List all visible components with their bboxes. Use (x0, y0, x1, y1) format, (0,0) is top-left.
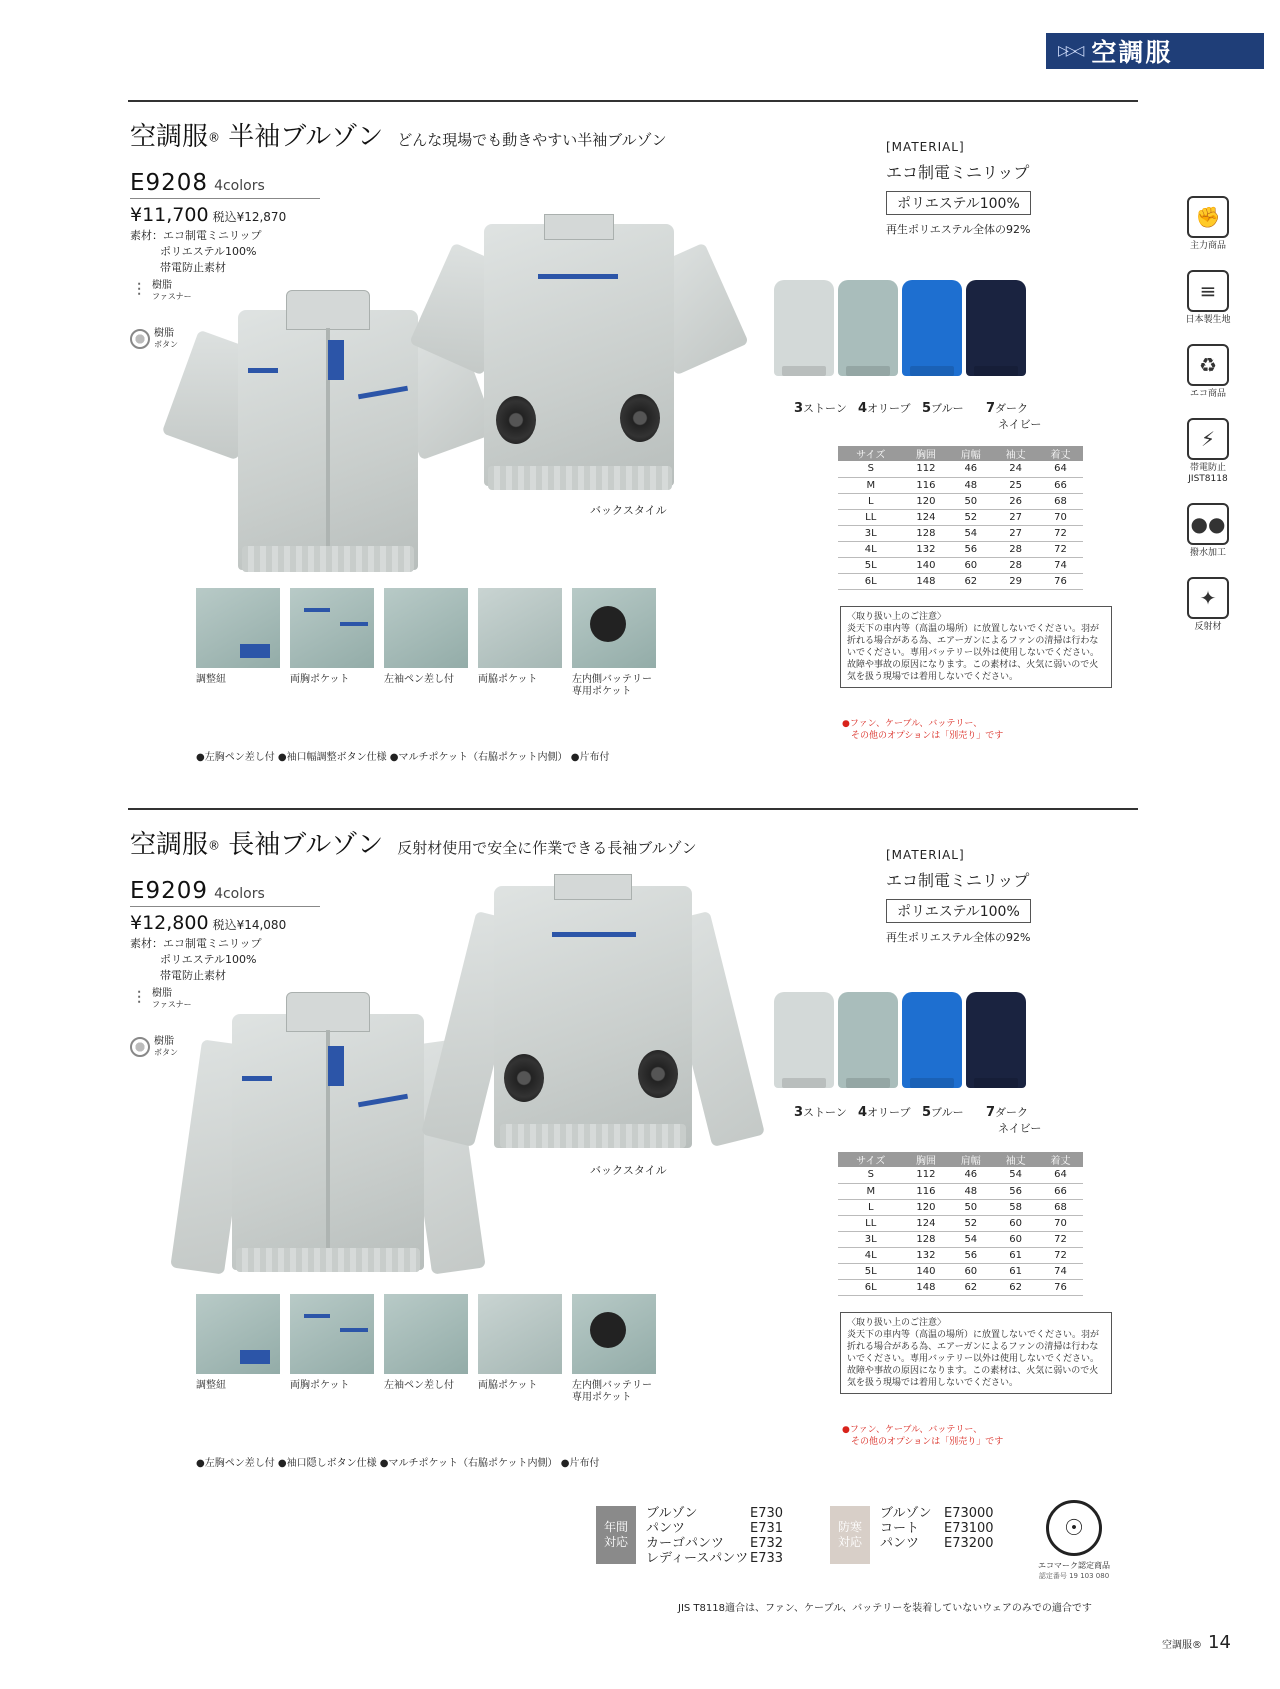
size-table-header: 袖丈 (993, 1152, 1038, 1167)
size-table-cell: L (838, 493, 904, 509)
size-table-cell: 60 (993, 1231, 1038, 1247)
size-table-cell: 27 (993, 525, 1038, 541)
size-table (838, 446, 1083, 590)
size-table-row (838, 1279, 1083, 1295)
reflective-icon: ✦ (1187, 577, 1229, 619)
size-table-cell: 6L (838, 1279, 904, 1295)
side-icon-column (1172, 196, 1244, 651)
color-swatch (838, 280, 890, 376)
size-table-cell: 46 (948, 461, 993, 477)
product-tagline: どんな現場でも動きやすい半袖ブルゾン (397, 131, 667, 149)
size-table-cell: 60 (948, 1263, 993, 1279)
size-table-cell: 25 (993, 477, 1038, 493)
page-number: 14 (1208, 1632, 1231, 1653)
material-line: 素材：エコ制電ミニリップ (130, 937, 262, 950)
size-table-header: サイズ (838, 446, 904, 461)
series-item: カーゴパンツ E732 (646, 1536, 784, 1551)
detail-photo: 両脇ポケット (478, 588, 562, 698)
color-swatch (774, 280, 826, 376)
feature-bullets: ●左胸ペン差し付 ●袖口隠しボタン仕様 ●マルチポケット（右脇ポケット内側） ●片布付 (196, 1458, 600, 1469)
color-swatches (774, 280, 1030, 376)
size-table-cell: 48 (948, 1183, 993, 1199)
size-table-header: 着丈 (1038, 1152, 1083, 1167)
size-table-cell: 140 (904, 1263, 949, 1279)
detail-photo: 調整紐 (196, 588, 280, 698)
jacket-back-image (448, 874, 738, 1164)
size-table-cell: 62 (948, 573, 993, 589)
size-table-cell: 27 (993, 509, 1038, 525)
price-tax: 税込¥12,870 (212, 210, 287, 224)
size-table-cell: 54 (948, 1231, 993, 1247)
size-table-cell: 148 (904, 573, 949, 589)
jacket-back-image (428, 214, 728, 504)
size-table-cell: 3L (838, 525, 904, 541)
size-table-cell: 6L (838, 573, 904, 589)
size-table-header: 着丈 (1038, 446, 1083, 461)
page-footer (1162, 1632, 1231, 1653)
size-table-cell: M (838, 477, 904, 493)
size-table-row (838, 1199, 1083, 1215)
swatch-label: 5ブルー (922, 401, 964, 416)
size-table-cell: 124 (904, 509, 949, 525)
jis-note: JIS T8118適合は、ファン、ケーブル、バッテリーを装着していないウェアのみでの適合です (678, 1603, 1092, 1614)
size-table-row (838, 573, 1083, 589)
button-icon (130, 1037, 150, 1057)
size-table-cell: 4L (838, 541, 904, 557)
arm-icon: ✊ (1187, 196, 1229, 238)
color-swatches (774, 992, 1030, 1088)
material-box (886, 140, 1146, 237)
size-table-row (838, 1183, 1083, 1199)
size-table-row (838, 477, 1083, 493)
series-winter (830, 1506, 994, 1564)
swatch-label: 4オリーブ (858, 401, 911, 416)
caution-box: 〈取り扱い上のご注意〉 炎天下の車内等（高温の場所）に放置しないでください。羽が折れる場合がある為、エアーガンによるファンの清掃は行わないでください。専用バッテリー以外は使用しないでください。故障や事故の原因になります。この素材は、火気に弱いので火気を扱う現場では着用しないでください。 (840, 1312, 1112, 1394)
colors-count: 4colors (214, 886, 265, 902)
size-table-cell: LL (838, 509, 904, 525)
product-section-e9208 (128, 100, 1138, 800)
series-list (646, 1506, 783, 1566)
size-table-cell: 140 (904, 557, 949, 573)
material-box (886, 848, 1146, 945)
product-title: 空調服® 半袖ブルゾン (130, 122, 384, 152)
size-table-cell: 5L (838, 1263, 904, 1279)
size-table-cell: 124 (904, 1215, 949, 1231)
detail-photo: 両胸ポケット (290, 1294, 374, 1404)
size-table-cell: 46 (948, 1167, 993, 1183)
water-drops-icon: ●● (1187, 503, 1229, 545)
lightning-icon: ⚡ (1187, 418, 1229, 460)
size-table-cell: 72 (1038, 1247, 1083, 1263)
swatch-label: 3ストーン (794, 401, 847, 416)
side-icon-antistatic: ⚡ 帯電防止 JIST8118 (1172, 418, 1244, 485)
size-table-cell: 64 (1038, 461, 1083, 477)
brand-name: 空調服 (1091, 38, 1173, 67)
series-tag: 防寒 対応 (830, 1506, 870, 1564)
size-table-cell: 68 (1038, 1199, 1083, 1215)
product-code: E9208 (130, 170, 209, 196)
material-tag: ポリエステル100% (886, 899, 1031, 923)
size-table-cell: 56 (993, 1183, 1038, 1199)
size-table-cell: 76 (1038, 573, 1083, 589)
eco-mark-icon: ☉ (1046, 1500, 1102, 1556)
size-table-cell: 28 (993, 557, 1038, 573)
size-table-row (838, 1215, 1083, 1231)
size-table-cell: 60 (993, 1215, 1038, 1231)
product-title: 空調服® 長袖ブルゾン (130, 830, 384, 860)
material-spec (130, 228, 262, 276)
size-table-header: 肩幅 (948, 1152, 993, 1167)
feature-bullets: ●左胸ペン差し付 ●袖口幅調整ボタン仕様 ●マルチポケット（右脇ポケット内側） ●片布付 (196, 752, 610, 763)
feature-resin-button: 樹脂 ボタン (130, 328, 178, 350)
size-table-cell: 70 (1038, 509, 1083, 525)
material-name: エコ制電ミニリップ (886, 163, 1030, 182)
caution-box: 〈取り扱い上のご注意〉 炎天下の車内等（高温の場所）に放置しないでください。羽が折れる場合がある為、エアーガンによるファンの清掃は行わないでください。専用バッテリー以外は使用しないでください。故障や事故の原因になります。この素材は、火気に弱いので火気を扱う現場では着用しないでください。 (840, 606, 1112, 688)
fan-icon (496, 396, 536, 444)
price-row (130, 912, 286, 934)
size-table-row (838, 461, 1083, 477)
size-table-row (838, 1231, 1083, 1247)
size-table-row (838, 541, 1083, 557)
size-table-cell: S (838, 461, 904, 477)
material-tag: ポリエステル100% (886, 191, 1031, 215)
side-icon-main-product: ✊ 主力商品 (1172, 196, 1244, 252)
product-code-row (130, 878, 320, 907)
colors-count: 4colors (214, 178, 265, 194)
series-annual (596, 1506, 783, 1566)
size-table-header: 肩幅 (948, 446, 993, 461)
side-icon-japan-fabric: ≡ 日本製生地 (1172, 270, 1244, 326)
fan-icon (620, 394, 660, 442)
detail-photo: 左内側バッテリー 専用ポケット (572, 588, 656, 698)
size-table-cell: 56 (948, 541, 993, 557)
color-swatch (966, 280, 1018, 376)
brand-wing-icon: ▷▷◁ (1058, 43, 1082, 59)
series-item: パンツ E731 (646, 1521, 784, 1536)
size-table-cell: 132 (904, 541, 949, 557)
price: ¥11,700 (130, 204, 209, 226)
size-table-cell: 56 (948, 1247, 993, 1263)
size-table-cell: LL (838, 1215, 904, 1231)
swatch-label: 4オリーブ (858, 1105, 911, 1120)
detail-photo: 両脇ポケット (478, 1294, 562, 1404)
size-table-row (838, 493, 1083, 509)
material-heading: [MATERIAL] (886, 140, 965, 154)
product-code: E9209 (130, 878, 209, 904)
feature-resin-zipper: ⫶ 樹脂 ファスナー (130, 280, 192, 302)
eco-mark (1034, 1500, 1114, 1581)
color-swatch-labels (794, 400, 1050, 432)
series-item: ブルゾン E73000 (880, 1506, 994, 1521)
size-table-cell: 50 (948, 493, 993, 509)
swatch-label: 5ブルー (922, 1105, 964, 1120)
section-divider (128, 100, 1138, 102)
product-title-row (130, 116, 667, 153)
recycle-icon: ♻ (1187, 344, 1229, 386)
swatch-label: 7ダーク ネイビー (986, 1105, 1042, 1135)
size-table-cell: 66 (1038, 477, 1083, 493)
series-item: コート E73100 (880, 1521, 994, 1536)
zipper-icon: ⫶ (136, 988, 142, 1009)
size-table-cell: 29 (993, 573, 1038, 589)
series-item: レディースパンツ E733 (646, 1551, 784, 1566)
size-table-cell: 72 (1038, 541, 1083, 557)
price-row (130, 204, 286, 226)
series-item: パンツ E73200 (880, 1536, 994, 1551)
size-table-cell: 61 (993, 1263, 1038, 1279)
size-table-cell: 116 (904, 1183, 949, 1199)
size-table-cell: 3L (838, 1231, 904, 1247)
size-table-cell: 62 (948, 1279, 993, 1295)
size-table-cell: 50 (948, 1199, 993, 1215)
side-icon-water-repellent: ●● 撥水加工 (1172, 503, 1244, 559)
size-table-cell: 74 (1038, 1263, 1083, 1279)
series-item: ブルゾン E730 (646, 1506, 784, 1521)
detail-photo: 左内側バッテリー 専用ポケット (572, 1294, 656, 1404)
brand-badge (1046, 33, 1264, 69)
color-swatch (902, 280, 954, 376)
size-table (838, 1152, 1083, 1296)
size-table-cell: M (838, 1183, 904, 1199)
size-table-cell: 116 (904, 477, 949, 493)
size-table-cell: 52 (948, 509, 993, 525)
size-table-cell: 76 (1038, 1279, 1083, 1295)
feature-resin-zipper: ⫶ 樹脂 ファスナー (130, 988, 192, 1010)
color-swatch (902, 992, 954, 1088)
material-line: ポリエステル100% (160, 245, 257, 258)
size-table-cell: 61 (993, 1247, 1038, 1263)
section-divider (128, 808, 1138, 810)
material-spec (130, 936, 262, 984)
size-table-row (838, 525, 1083, 541)
size-table-row (838, 1247, 1083, 1263)
size-table-cell: 48 (948, 477, 993, 493)
back-style-caption: バックスタイル (590, 1164, 667, 1177)
detail-photo: 調整紐 (196, 1294, 280, 1404)
fan-icon (638, 1050, 678, 1098)
size-table-header: 胸囲 (904, 446, 949, 461)
size-table-cell: 5L (838, 557, 904, 573)
size-table-cell: 112 (904, 461, 949, 477)
color-swatch-labels (794, 1104, 1050, 1136)
fan-icon (504, 1054, 544, 1102)
material-line: 帯電防止素材 (160, 261, 226, 274)
fabric-roll-icon: ≡ (1187, 270, 1229, 312)
material-line: 帯電防止素材 (160, 969, 226, 982)
size-table-cell: 72 (1038, 1231, 1083, 1247)
product-title-row (130, 824, 697, 861)
material-name: エコ制電ミニリップ (886, 871, 1030, 890)
size-table-cell: 54 (993, 1167, 1038, 1183)
size-table-cell: 128 (904, 1231, 949, 1247)
swatch-label: 3ストーン (794, 1105, 847, 1120)
series-tag: 年間 対応 (596, 1506, 636, 1564)
series-list (880, 1506, 994, 1564)
size-table-cell: 24 (993, 461, 1038, 477)
size-table-cell: 74 (1038, 557, 1083, 573)
feature-resin-button: 樹脂 ボタン (130, 1036, 178, 1058)
size-table-cell: 72 (1038, 525, 1083, 541)
color-swatch (966, 992, 1018, 1088)
size-table-row (838, 557, 1083, 573)
material-line: ポリエステル100% (160, 953, 257, 966)
size-table-cell: 112 (904, 1167, 949, 1183)
eco-mark-cert: 認定番号 19 103 080 (1038, 1572, 1110, 1580)
size-table-cell: 66 (1038, 1183, 1083, 1199)
size-table-cell: 132 (904, 1247, 949, 1263)
eco-mark-label: エコマーク認定商品 (1038, 1561, 1110, 1570)
option-note: ●ファン、ケーブル、バッテリー、 その他のオプションは「別売り」です (842, 1425, 1004, 1447)
size-table-header: 胸囲 (904, 1152, 949, 1167)
size-table-cell: 68 (1038, 493, 1083, 509)
size-table-cell: 60 (948, 557, 993, 573)
product-code-row (130, 170, 320, 199)
detail-photo: 両胸ポケット (290, 588, 374, 698)
size-table-row (838, 1263, 1083, 1279)
footer-brand: 空調服® (1162, 1640, 1202, 1651)
side-icon-reflective: ✦ 反射材 (1172, 577, 1244, 633)
size-table-cell: 58 (993, 1199, 1038, 1215)
swatch-label: 7ダーク ネイビー (986, 401, 1042, 431)
size-table-row (838, 509, 1083, 525)
back-style-caption: バックスタイル (590, 504, 667, 517)
size-table-cell: 120 (904, 1199, 949, 1215)
color-swatch (774, 992, 826, 1088)
zipper-icon: ⫶ (136, 280, 142, 301)
size-table-cell: 4L (838, 1247, 904, 1263)
detail-photos (196, 1294, 656, 1404)
material-heading: [MATERIAL] (886, 848, 965, 862)
size-table-cell: 148 (904, 1279, 949, 1295)
product-section-e9209 (128, 808, 1138, 1508)
size-table-row (838, 1167, 1083, 1183)
side-icon-eco: ♻ エコ商品 (1172, 344, 1244, 400)
size-table-cell: 52 (948, 1215, 993, 1231)
jacket-front-image (178, 992, 478, 1292)
price-tax: 税込¥14,080 (212, 918, 287, 932)
detail-photo: 左袖ペン差し付 (384, 1294, 468, 1404)
size-table-header: サイズ (838, 1152, 904, 1167)
size-table-cell: 62 (993, 1279, 1038, 1295)
detail-photo: 左袖ペン差し付 (384, 588, 468, 698)
material-note: 再生ポリエステル全体の92% (886, 931, 1031, 944)
size-table-cell: 120 (904, 493, 949, 509)
material-note: 再生ポリエステル全体の92% (886, 223, 1031, 236)
price: ¥12,800 (130, 912, 209, 934)
size-table-cell: S (838, 1167, 904, 1183)
size-table-cell: 64 (1038, 1167, 1083, 1183)
size-table-cell: 28 (993, 541, 1038, 557)
size-table-cell: 26 (993, 493, 1038, 509)
detail-photos (196, 588, 656, 698)
size-table-cell: 70 (1038, 1215, 1083, 1231)
product-tagline: 反射材使用で安全に作業できる長袖ブルゾン (397, 839, 697, 857)
size-table-header: 袖丈 (993, 446, 1038, 461)
size-table-cell: 54 (948, 525, 993, 541)
material-line: 素材：エコ制電ミニリップ (130, 229, 262, 242)
size-table-cell: 128 (904, 525, 949, 541)
size-table-cell: L (838, 1199, 904, 1215)
color-swatch (838, 992, 890, 1088)
option-note: ●ファン、ケーブル、バッテリー、 その他のオプションは「別売り」です (842, 719, 1004, 741)
button-icon (130, 329, 150, 349)
